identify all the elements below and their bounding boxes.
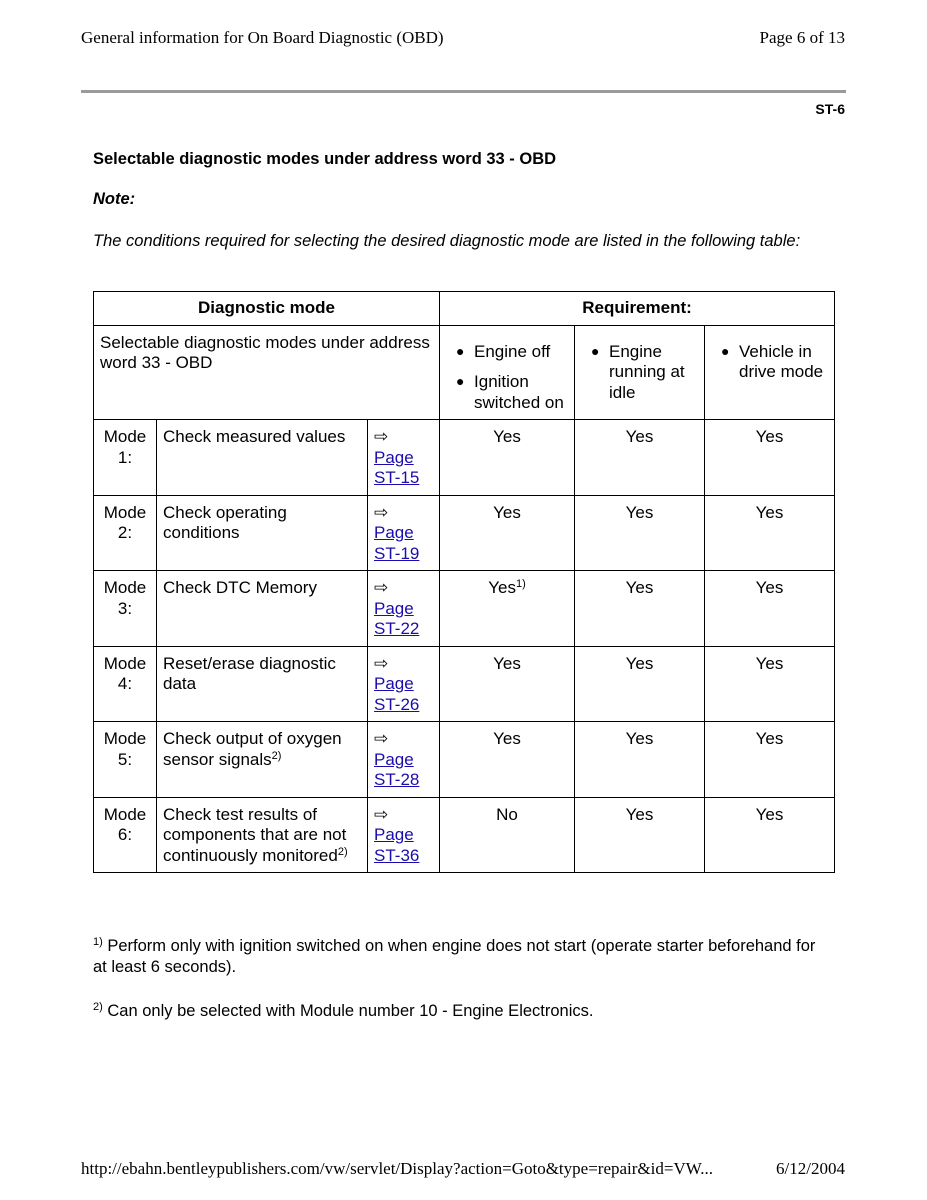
mode-description-text: Check DTC Memory [163,578,317,597]
engine-off-value [440,722,575,798]
page-link-cell [368,797,440,873]
requirement-text: Ignition switched on [474,372,564,412]
requirement-idle-cell [575,325,705,420]
value-text: Yes [493,729,521,748]
table-row [94,722,835,798]
footnote-marker: 1) [93,936,103,948]
drive-value: Yes [705,495,835,571]
page-link-cell [368,495,440,571]
arrow-right-icon: ⇨ [374,653,389,673]
value-text: Yes [493,653,521,673]
page-link-page: Page [374,523,414,542]
value-text: Yes [493,502,521,522]
table-row [94,420,835,496]
arrow-right-icon: ⇨ [374,502,389,522]
footnote-marker: 2) [93,1001,103,1013]
requirement-text: Engine off [474,341,551,361]
mode-description-text: Check output of oxygen sensor signals [163,729,342,769]
bullet-icon: ● [591,342,600,359]
page-link-page: Page [374,674,414,693]
note-text: The conditions required for selecting the desired diagnostic mode are listed in the following table: [93,232,801,250]
arrow-right-icon: ⇨ [374,729,389,748]
page-link-code: ST-26 [374,694,420,714]
value-text: Yes [488,578,516,597]
page-link-code: ST-36 [374,845,420,865]
engine-off-value [440,420,575,496]
mode-description [157,420,368,496]
page-link-page: Page [374,447,414,467]
page-link[interactable] [374,448,419,488]
table-header-row [94,292,835,326]
mode-description-text: Check operating conditions [163,502,287,542]
arrow-right-icon: ⇨ [374,804,389,824]
mode-label: Mode 3: [94,571,157,647]
idle-value: Yes [575,420,705,496]
header-divider [81,90,846,93]
mode-description [157,722,368,798]
footnote-text: Can only be selected with Module number 10 - Engine Electronics. [102,1002,594,1020]
drive-value: Yes [705,420,835,496]
document-header-title: General information for On Board Diagnostic (OBD) [81,28,444,47]
page-link-cell [368,571,440,647]
arrow-right-icon: ⇨ [374,427,389,446]
mode-description-text: Check measured values [163,427,346,446]
page-link-cell [368,646,440,722]
mode-label: Mode 5: [94,722,157,798]
footer-date: 6/12/2004 [776,1159,845,1178]
idle-value: Yes [575,646,705,722]
footnote-text: Perform only with ignition switched on when engine does not start (operate starter beforehand for at least 6 seconds). [93,937,816,976]
page-link-cell [368,420,440,496]
engine-off-value [440,646,575,722]
bullet-icon: ● [721,342,730,359]
page-link[interactable] [374,523,419,563]
table-row [94,646,835,722]
idle-value: Yes [575,571,705,647]
value-text: Yes [493,427,521,446]
section-title: Selectable diagnostic modes under address word 33 - OBD [93,150,557,168]
page-link-code: ST-28 [374,770,420,789]
table-row [94,495,835,571]
header-requirement: Requirement: [440,292,835,326]
mode-description [157,797,368,873]
page-link-page: Page [374,598,414,618]
footnote-1 [93,936,833,978]
bullet-icon: ● [456,373,465,389]
table-subheader-row [94,325,835,420]
requirement-engine-off-cell [440,325,575,420]
idle-value: Yes [575,797,705,873]
footnote-ref: 2) [337,845,348,858]
page-link-code: ST-22 [374,619,420,638]
drive-value: Yes [705,646,835,722]
page-link[interactable] [374,825,419,865]
mode-description-text: Check test results of components that are not continuously monitored [163,804,347,865]
mode-description [157,646,368,722]
engine-off-value [440,797,575,873]
page-link[interactable] [374,674,419,714]
mode-description [157,495,368,571]
page-link-code: ST-15 [374,468,420,487]
table-row [94,571,835,647]
footnote-2 [93,1001,833,1022]
footer-url: http://ebahn.bentleypublishers.com/vw/servlet/Display?action=Goto&type=repair&id=VW... [81,1159,713,1178]
page-link-page: Page [374,825,414,844]
subheader-modes: Selectable diagnostic modes under address word 33 - OBD [94,325,440,420]
bullet-item [454,342,568,363]
arrow-right-icon: ⇨ [374,578,389,597]
bullet-item [454,372,568,413]
engine-off-value [440,495,575,571]
mode-label: Mode 1: [94,420,157,496]
drive-value: Yes [705,571,835,647]
note-label: Note: [93,190,136,208]
bullet-item [719,342,828,383]
table-row [94,797,835,873]
idle-value: Yes [575,495,705,571]
mode-label: Mode 4: [94,646,157,722]
footnote-ref: 1) [515,578,526,590]
engine-off-value [440,571,575,647]
page-code: ST-6 [815,101,845,117]
bullet-icon: ● [456,342,465,359]
requirement-drive-cell [705,325,835,420]
mode-label: Mode 6: [94,797,157,873]
page-link-cell [368,722,440,798]
requirement-text: Vehicle in drive mode [739,341,824,381]
page-link-code: ST-19 [374,543,420,563]
drive-value: Yes [705,722,835,798]
mode-description [157,571,368,647]
header-diagnostic-mode: Diagnostic mode [94,292,440,326]
page-number: Page 6 of 13 [759,28,845,47]
drive-value: Yes [705,797,835,873]
page-link[interactable] [374,750,419,790]
requirement-text: Engine running at idle [609,341,685,402]
bullet-item [589,342,698,404]
footnote-ref: 2) [271,749,282,762]
page-link[interactable] [374,599,419,639]
page-link-page: Page [374,749,414,769]
diagnostic-modes-table [93,291,835,873]
mode-label: Mode 2: [94,495,157,571]
value-text: No [496,804,518,824]
idle-value: Yes [575,722,705,798]
mode-description-text: Reset/erase diagnostic data [163,653,336,693]
